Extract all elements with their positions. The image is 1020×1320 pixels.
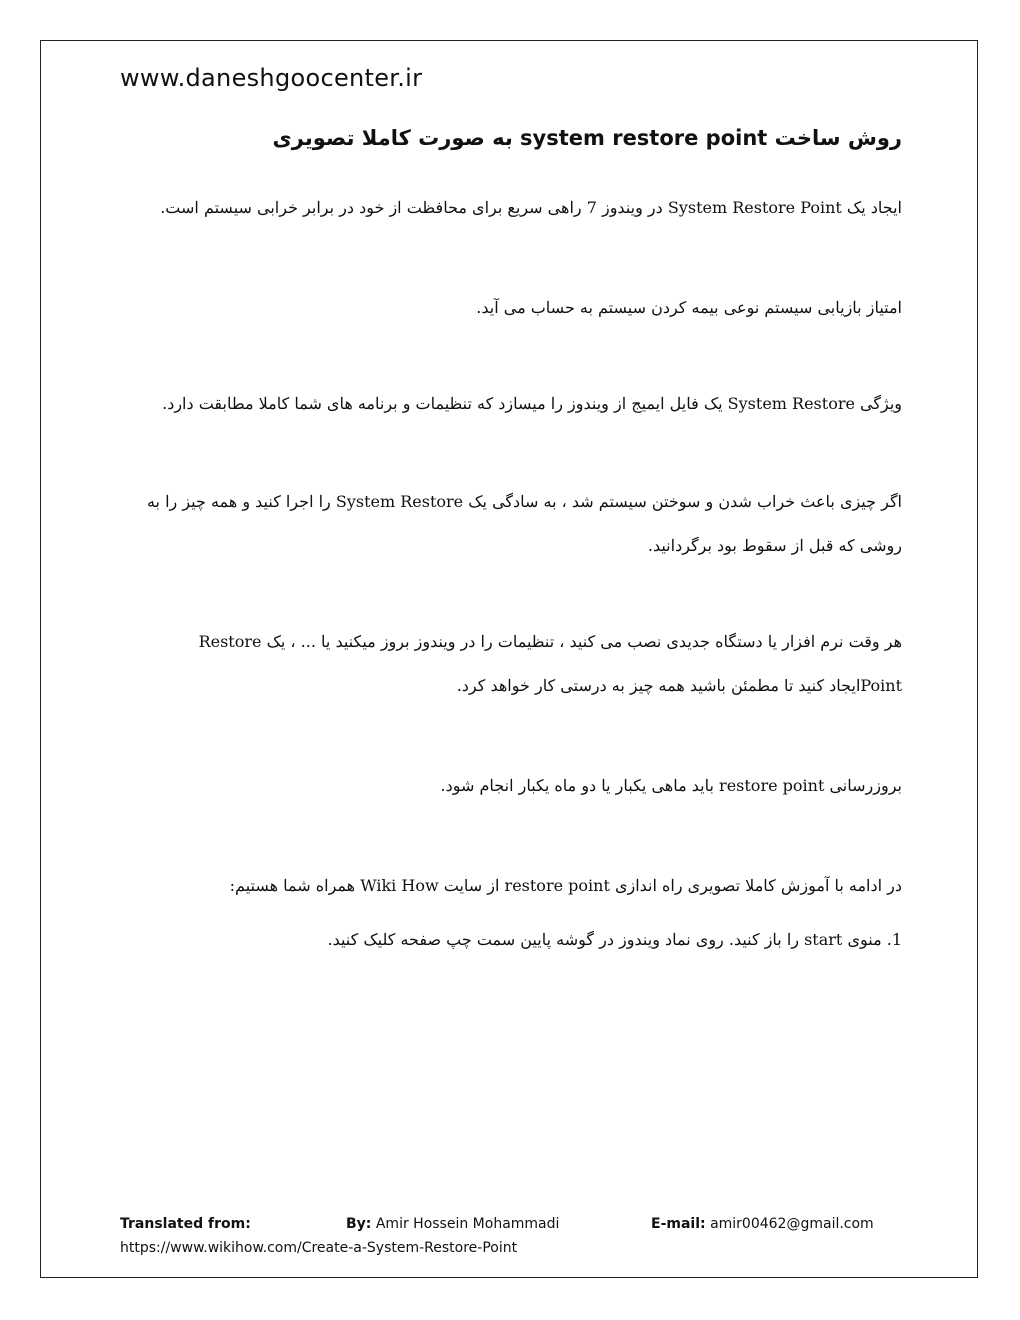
paragraph-feature: ویژگی System Restore یک فایل ایمیج از ویندوز را میسازد که تنظیمات و برنامه های شما کاملا مطابقت دارد. xyxy=(162,394,902,413)
paragraph-update-frequency: بروزرسانی restore point باید ماهی یکبار یا دو ماه یکبار انجام شود. xyxy=(440,776,902,795)
paragraph-crash: اگر چیزی باعث خراب شدن و سوختن سیستم شد ، به سادگی یک System Restore را اجرا کنید و همه چیز را به روشی که قبل از سقوط بود برگردانید. xyxy=(146,492,902,555)
translated-from-label: Translated from: xyxy=(120,1216,251,1232)
email-address[interactable]: amir00462@gmail.com xyxy=(710,1216,874,1232)
email-credit xyxy=(651,1216,874,1232)
author-name: Amir Hossein Mohammadi xyxy=(375,1216,560,1232)
paragraph-when-to-create: هر وقت نرم افزار یا دستگاه جدیدی نصب می کنید ، تنظیمات را در ویندوز بروز میکنید یا ... ، یک Restore Pointایجاد کنید تا مطمئن باشید همه چیز به درستی کار خواهد کرد. xyxy=(198,632,902,695)
paragraph-tutorial-intro: در ادامه با آموزش کاملا تصویری راه اندازی restore point از سایت Wiki How همراه شما هستیم: xyxy=(229,876,902,895)
paragraph-insurance: امتیاز بازیابی سیستم نوعی بیمه کردن سیستم به حساب می آید. xyxy=(476,298,902,317)
email-label: E-mail: xyxy=(651,1216,706,1232)
footer-credits xyxy=(120,1216,900,1236)
article-title: روش ساخت system restore point به صورت کاملا تصویری xyxy=(272,126,902,150)
step-1: 1. منوی start را باز کنید. روی نماد ویندوز در گوشه پایین سمت چپ صفحه کلیک کنید. xyxy=(327,930,902,949)
paragraph-intro: ایجاد یک System Restore Point در ویندوز 7 راهی سریع برای محافظت از خود در برابر خرابی سیستم است. xyxy=(160,198,902,217)
author-credit xyxy=(346,1216,559,1232)
source-url-link[interactable]: https://www.wikihow.com/Create-a-System-Restore-Point xyxy=(120,1240,518,1256)
by-label: By: xyxy=(346,1216,372,1232)
site-url[interactable]: www.daneshgoocenter.ir xyxy=(120,64,423,92)
